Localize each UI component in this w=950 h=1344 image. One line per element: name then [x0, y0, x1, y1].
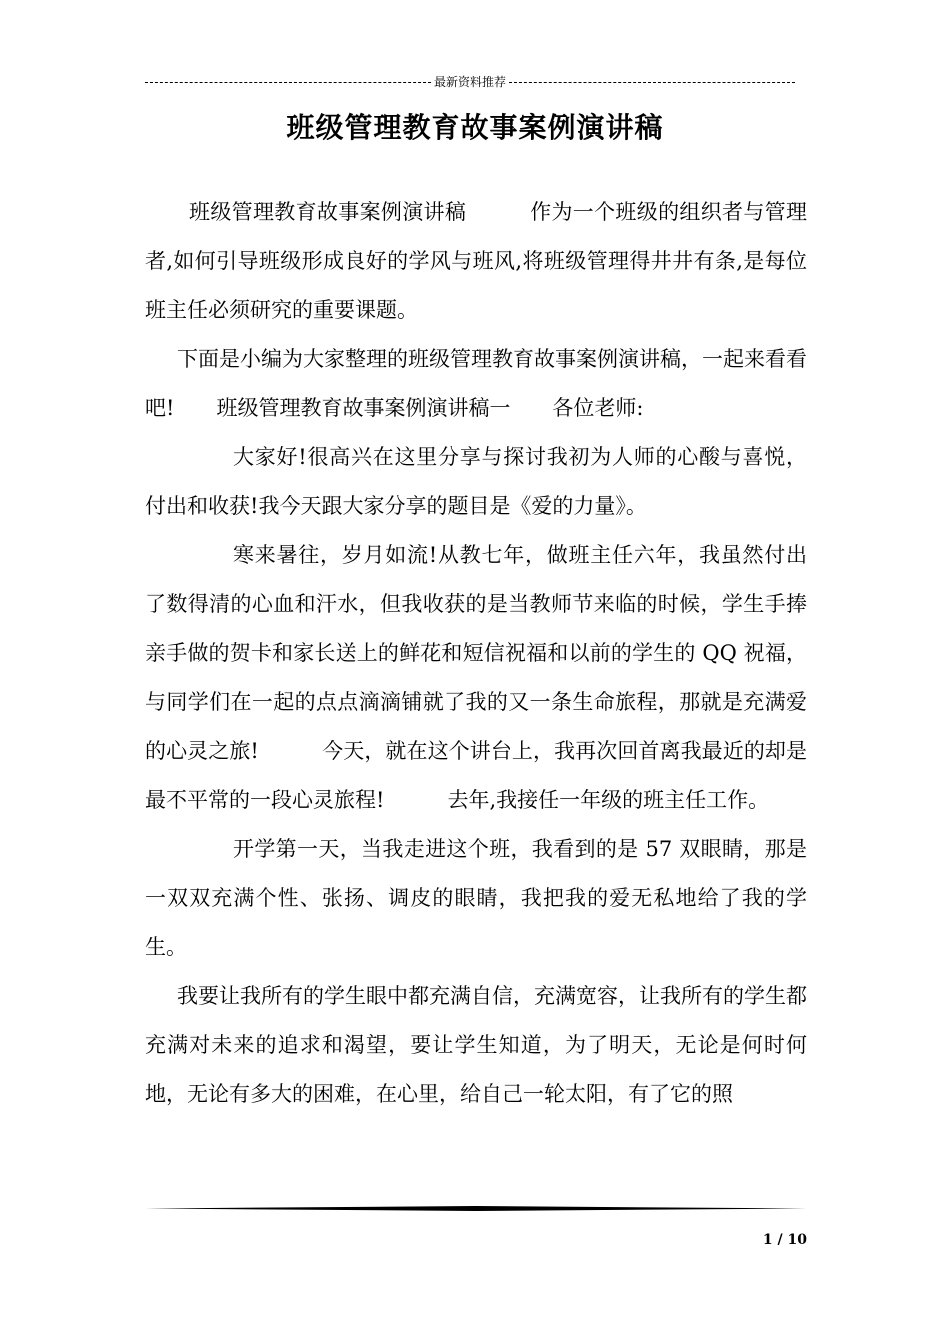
paragraph-4: 寒来暑往，岁月如流!从教七年，做班主任六年，我虽然付出了数得清的心血和汗水，但我收获的是当教师节来临的时候，学生手捧亲手做的贺卡和家长送上的鲜花和短信祝福和以前的学生的 QQ 祝福，与同学们在一起的点点滴滴铺就了我的又一条生命旅程，那就是充满爱的心灵之旅! 今天，就在这个讲台上，我再次回首离我最近的却是最不平常的一段心灵旅程! 去年,我接任一年级的班主任工作。	[145, 543, 807, 812]
page-number: 1 / 10	[762, 1232, 807, 1248]
header-text: 最新资料推荐	[434, 75, 507, 89]
paragraph-3: 大家好!很高兴在这里分享与探讨我初为人师的心酸与喜悦，付出和收获!我今天跟大家分享的题目是《爱的力量》。	[145, 445, 807, 518]
paragraph-5: 开学第一天，当我走进这个班，我看到的是 57 双眼睛，那是一双双充满个性、张扬、调皮的眼睛，我把我的爱无私地给了我的学生。	[145, 837, 807, 959]
header-dash-left	[145, 82, 431, 83]
paragraph-6: 我要让我所有的学生眼中都充满自信，充满宽容，让我所有的学生都充满对未来的追求和渴望，要让学生知道，为了明天，无论是何时何地，无论有多大的困难，在心里，给自己一轮太阳，有了它的照	[145, 984, 807, 1106]
document-body	[145, 188, 807, 1119]
paragraph-1: 班级管理教育故事案例演讲稿 作为一个班级的组织者与管理者,如何引导班级形成良好的学风与班风,将班级管理得井井有条,是每位班主任必须研究的重要课题。	[145, 200, 807, 322]
footer-rule	[145, 1206, 807, 1211]
document-title: 班级管理教育故事案例演讲稿	[286, 111, 664, 144]
paragraph-2: 下面是小编为大家整理的班级管理教育故事案例演讲稿，一起来看看吧! 班级管理教育故事案例演讲稿一 各位老师:	[145, 347, 807, 420]
page-header	[145, 72, 795, 92]
header-dash-right	[509, 82, 795, 83]
